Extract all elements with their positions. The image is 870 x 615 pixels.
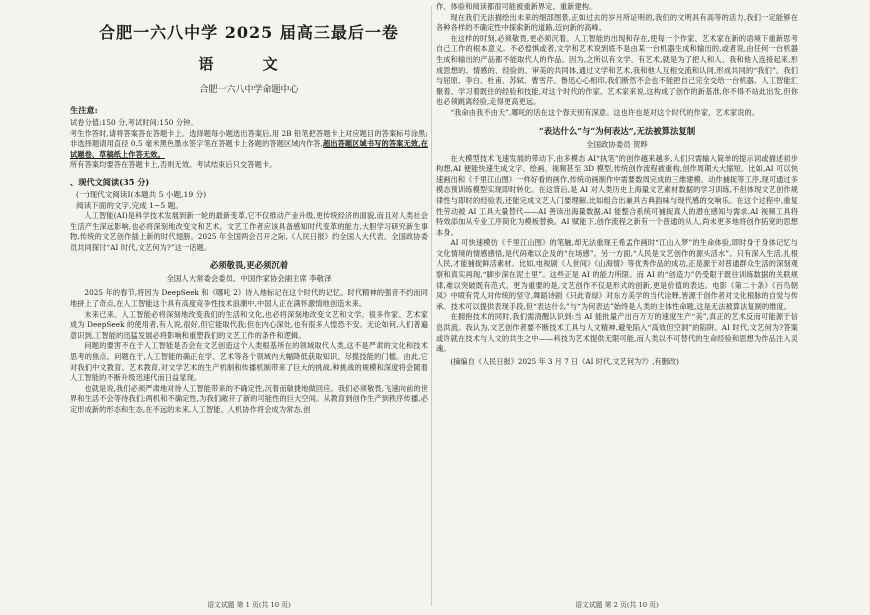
notice-warning: 超出答题区域书写的答案无效,在试题卷、草稿纸上作答无效。: [70, 139, 428, 159]
essay-1-paragraph: 问题的要害不在于人工智能是否会在文艺创造这个人类根基所在的领域取代人类,这不是严肃的文化和技术思考的焦点。问题在于,人工智能的确正在学、艺术等各个领域内大幅降低获取知识、尽揽技能的门槛。由此,它对我们中文教育、艺术教育,对文学艺术的生产机制和传播机制带来了巨大的挑战,种挑战的规模和深度将会随着人工智能的不断升级迅速代而日益显现。: [70, 341, 428, 383]
essay-1-paragraph: 2025 年的春节,将因为 DeepSeek 和《哪吒 2》诗入地标记在这个时代的记忆。时代精神的强音不约而同地拼上了奇点,在人工智能这个具有高度竞争性技术浪潮中,中国人正在满怀激情地创造未来。: [70, 288, 428, 308]
organizer: 合肥一六八中学命题中心: [199, 85, 299, 95]
essay-1-paragraph: 现在我们无法描绘出未来的细部图景,正如过去的岁月所证明的,我们的文明具有高等的活力,我们一定能够在各种各样的不确定性中探索新的道路,迈向新的高峰。: [436, 12, 798, 33]
notice-line-3: 所有答案均要答在答题卡上,否则无效。考试结束后只交答题卡。: [70, 160, 277, 170]
notice-heading: 生注意:: [70, 105, 98, 115]
continued-paragraph: 作、体验和阅读都很可能被重新界定、重新建构。: [436, 2, 597, 11]
page-2-column: [436, 0, 798, 615]
essay-1-paragraph: 未来已来。人工智能必将深刻地改变我们的生活和文化,也必将深刻地改变文艺和文学。很多作家、艺术家成为 DeepSeek 的使用者,有人说,很好,但它能取代我;但在内心深处,也有很多人惶恐不安。无论如何,人们普遍意识到,工智能的迅猛发展必将影响和重塑我们的文艺工作的条件和逻辑。: [70, 309, 428, 340]
notice-line-2-text: 考生作答时,请将答案答在答题卡上。选择题每小题选出答案后,用 2B 铅笔把答题卡上对应题目的答案标号涂黑;非选择题请用直径 0.5 毫米黑色墨水签字笔在答题卡上各题的答题区域内作答,: [70, 128, 428, 149]
exam-title: 合肥一六八中学 2025 届高三最后一卷: [99, 23, 399, 42]
section-sub-2: 阅读下面的文字,完成 1~5 题。: [76, 200, 183, 210]
essay-1-author: 全国人大常委会委员、中国作家协会副主席 李敬泽: [166, 274, 332, 284]
notice-line-2: [70, 129, 428, 161]
subject-title: 语 文: [198, 55, 300, 73]
page-2-footer: 语文试题 第 2 页(共 10 页): [575, 601, 659, 609]
essay-2-author: 全国政协委员 贺晔: [586, 139, 648, 149]
source-citation: (摘编自《人民日报》2025 年 3 月 7 日《AI 时代,文艺何为?》,有删改): [450, 356, 679, 366]
section-heading: 、现代文阅读(35 分): [70, 176, 150, 187]
essay-1-paragraph: “我命由我不由天”,哪吒的话在这个春天别有深意。这也许也是对这个时代的作家、艺术家说的。: [450, 107, 760, 117]
essay-2-paragraph: AI 可快速模仿《千里江山图》的笔触,却无法重现王希孟作画时“江山入梦”的生命体验,即时身于身体记忆与文化情境的情感感悟,是代码难以企及的“在场感”。另一方面,“人民是文艺创作的源头活水”。只有深入生活,扎根人民,才能捕捉鲜活素材。比如,电视剧《人世间》《山海情》等优秀作品的成功,正是源于对普通群众生活的深刻观察和真实再现,“脚步深在泥土里”。这些正是 AI 的能力所限。而 AI 的“创造力”仍受限于既往训练数据的关联规律,难以突破既有范式。更为重要的是,文艺创作不仅是形式的创新,更是价值的表达。电影《第二十条》《百鸟朝凤》中喷有凭人对传统的坚守,舞蹈诗剧《只此青绿》对东方美学的当代诠释,皆源于创作者对文化根脉的自觉与传承。技术可以提供表现手段,但“表达什么”与“为何表达”始终是人类的主体性命题,这是无法被算法复制的维度。: [436, 238, 798, 311]
essay-1-paragraph: 也就是说,我们必须严肃地对待人工智能带来的不确定性,沉着而敏捷地做回应。我们必须敬畏,飞速向前的世界和生活不会等待我们;两机和不确定性,为我们敞开了新的可能性的巨大空间。从教育到创作生产到秩序传播,必定形成新的形态和生态,在不远的未来,人工智能、人机协作将会成为常态,创: [70, 383, 428, 414]
essay-1-heading: 必须敬畏,更必须沉着: [209, 260, 289, 271]
section-sub-1: (一)现代文阅读Ⅰ(本题共 5 小题,19 分): [76, 189, 207, 199]
essay-1-paragraph: 在这样的时刻,必须敬畏,更必须沉着。人工智能的出现和存在,使每一个作家、艺术家在新的语境下重新思考自己工作的根本意义。不必惶惧或者,文学和艺术说到底不是由某一台机器生成和输出的,或者说,由任何一台机器生成和输出的产品都不能取代人的作品。因为,之所以有文学、有艺术,就是为了把人和人、我和他人连接起来,形成思想的、情感的、经验的、审美的共同体,通过文学和艺术,我和他人互相交流和认同,形成共同的“我们”。我们与屈原、李白、杜甫、苏轼、曹雪芹、鲁迅心心相印,我们断然不会也不能把自己完全交给一台机器。人工智能汇聚着、学习着既往的经验和技能,对这个时代的作家、艺术家来说,这构成了创作的新基准,你不得不站此出发,但你也必须跳离经验,走得更高更远。: [436, 33, 798, 107]
intro-paragraph: 人工智能(AI)是科学技术发展到新一轮的最新变革,它不仅推动产业升级,更传统经济的面貌,而且对人类社会生活产生深远影响,也必将深刻地改变文和艺术。文艺工作者应该具备感知时代变革的能力,大胆学习研究新生事物,传统的文艺创作插上新的时代翅膀。2025 年全国两会召开之际,《人民日报》约全国人大代表、全国政协委员共同探讨“AI 时代,文艺何为?”这一话题。: [70, 210, 428, 252]
page-1-footer: 语文试题 第 1 页(共 10 页): [207, 601, 291, 609]
page-1-column: [70, 0, 428, 615]
notice-line-1: 试卷分值:150 分,考试时间:150 分钟。: [70, 118, 198, 127]
essay-2-paragraph: 在大模型技术飞速发展的带动下,由多模态 AI“执笔”的创作越来越多,人们只需输入简单的提示词或描述初步构想,AI 便能快速生成文字、绘画、视频甚至 3D 模型,传统创作流程被重构,创作周期大大缩短。比如,AI 可以快速画出和《千里江山图》一样好看的画作,传统动画制作中需要数周完成的三维建模、动作捕捉等工序,现可通过多模态预训练模型实现即时转化。在这背后,是 AI 对人类历史上海量文艺素材数据的学习训练,不但体现文艺创作规律性与即时的经验表,还能完成文艺人门要理解,比如组合出兼具古典韵味与现代感的交响乐。在这个过程中,重复性劳动被 AI 工具大量替代——AI 善读出海量数据,AI 能整合系统可捕捉真人的潜在感知与需求,AI 视频工具将特效添加从专业工序简化为模板替换。AI 赋能下,创作流程之新有一个普通的从人,尚未更多地将创作拓宽的思想本身。: [436, 153, 798, 237]
essay-2-paragraph: 在拥抱技术的同时,我们需清醒认识到:当 AI 能批量产出百万万的速度生产“美”,真正的艺术反而可能源于信息洪流。我认为,文艺创作者要不断技术工具与人文精神,避免陷入“高效但空洞”的陷阱。AI 时代,文艺何为?答案或许就在技术与人文的共生之中——科技为艺术提供无限可能,而人类以不可替代的生命经验和思想为作品注入灵魂。: [436, 312, 798, 354]
page-divider: [431, 6, 432, 606]
essay-2-heading: “表达什么”与“为何表达”,无法被算法复制: [538, 125, 696, 136]
